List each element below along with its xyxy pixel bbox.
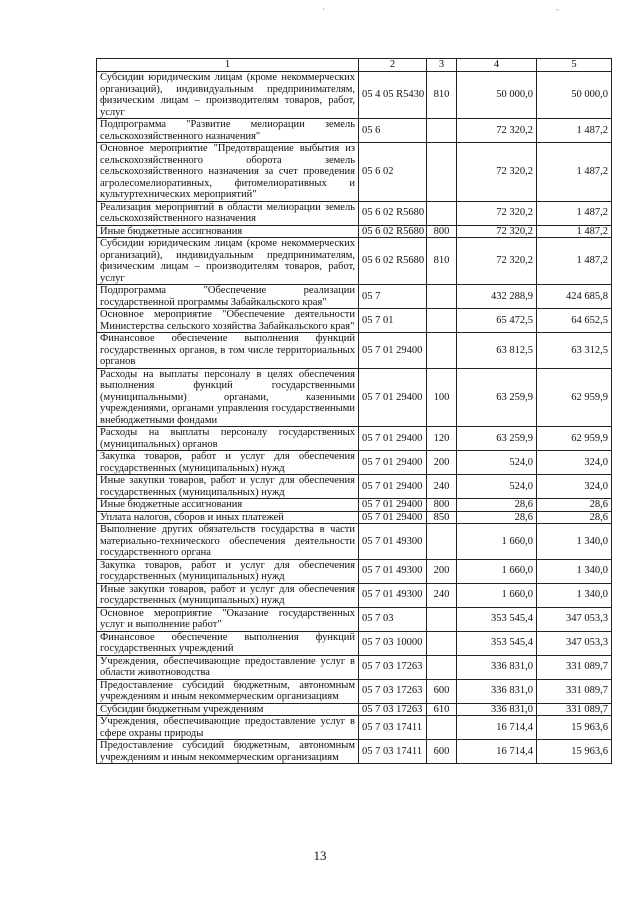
row-value-2024-cell: 424 685,8 (537, 285, 612, 309)
row-value-2023-cell: 63 259,9 (457, 368, 537, 427)
row-type-cell: 240 (427, 583, 457, 607)
row-value-2023-cell: 524,0 (457, 475, 537, 499)
table-header-row (97, 59, 612, 72)
row-value-2023-cell: 50 000,0 (457, 72, 537, 119)
row-value-2024-cell: 28,6 (537, 511, 612, 524)
row-value-2024-cell: 28,6 (537, 499, 612, 512)
row-name-cell: Расходы на выплаты персоналу в целях обеспечения выполнения функций государственными (муниципальными) органами, казенными учреждениями, органами управления государственными внебюджетными фондами (97, 368, 359, 427)
row-code-cell: 05 7 03 17263 (359, 703, 427, 716)
row-code-cell: 05 6 02 R5680 (359, 225, 427, 238)
row-value-2023-cell: 16 714,4 (457, 716, 537, 740)
table-row (97, 499, 612, 512)
row-type-cell (427, 119, 457, 143)
row-name-cell: Учреждения, обеспечивающие предоставление услуг в сфере охраны природы (97, 716, 359, 740)
row-code-cell: 05 7 03 17411 (359, 716, 427, 740)
table-row (97, 559, 612, 583)
scan-mark: · (322, 4, 325, 14)
row-value-2024-cell: 331 089,7 (537, 703, 612, 716)
row-code-cell: 05 7 01 29400 (359, 368, 427, 427)
row-value-2023-cell: 72 320,2 (457, 238, 537, 285)
row-name-cell: Субсидии юридическим лицам (кроме некоммерческих организаций), индивидуальным предпринимателям, физическим лицам – производителям товаров, работ, услуг (97, 72, 359, 119)
row-name-cell: Финансовое обеспечение выполнения функций государственных учреждений (97, 631, 359, 655)
row-value-2023-cell: 72 320,2 (457, 201, 537, 225)
row-value-2024-cell: 62 959,9 (537, 368, 612, 427)
row-value-2023-cell: 16 714,4 (457, 740, 537, 764)
row-name-cell: Предоставление субсидий бюджетным, автономным учреждениям и иным некоммерческим организациям (97, 679, 359, 703)
row-value-2023-cell: 65 472,5 (457, 309, 537, 333)
column-header: 1 (97, 59, 359, 72)
row-value-2023-cell: 353 545,4 (457, 607, 537, 631)
row-code-cell: 05 4 05 R5430 (359, 72, 427, 119)
row-name-cell: Основное мероприятие "Обеспечение деятельности Министерства сельского хозяйства Забайкальского края" (97, 309, 359, 333)
row-type-cell (427, 607, 457, 631)
table-row (97, 72, 612, 119)
row-type-cell: 240 (427, 475, 457, 499)
row-code-cell: 05 6 (359, 119, 427, 143)
row-code-cell: 05 7 01 49300 (359, 524, 427, 560)
row-value-2024-cell: 1 487,2 (537, 143, 612, 202)
row-code-cell: 05 7 03 17263 (359, 679, 427, 703)
row-type-cell (427, 524, 457, 560)
row-type-cell: 600 (427, 679, 457, 703)
column-header: 4 (457, 59, 537, 72)
row-value-2024-cell: 324,0 (537, 475, 612, 499)
row-name-cell: Учреждения, обеспечивающие предоставление услуг в области животноводства (97, 655, 359, 679)
row-code-cell: 05 7 03 (359, 607, 427, 631)
row-name-cell: Подпрограмма "Обеспечение реализации государственной программы Забайкальского края" (97, 285, 359, 309)
row-code-cell: 05 7 01 29400 (359, 427, 427, 451)
row-value-2023-cell: 336 831,0 (457, 655, 537, 679)
row-name-cell: Финансовое обеспечение выполнения функций государственных органов, в том числе территориальных органов (97, 333, 359, 369)
row-type-cell: 810 (427, 72, 457, 119)
row-value-2023-cell: 72 320,2 (457, 225, 537, 238)
row-type-cell: 800 (427, 225, 457, 238)
budget-table (96, 58, 612, 764)
row-type-cell (427, 631, 457, 655)
table-row (97, 607, 612, 631)
table-row (97, 475, 612, 499)
row-value-2023-cell: 28,6 (457, 499, 537, 512)
row-name-cell: Иные закупки товаров, работ и услуг для обеспечения государственных (муниципальных) нужд (97, 475, 359, 499)
table-row (97, 679, 612, 703)
row-type-cell: 200 (427, 559, 457, 583)
row-name-cell: Основное мероприятие "Предотвращение выбытия из сельскохозяйственного оборота земель сельскохозяйственного назначения за счет проведения агролесомелиоративных, фитомелиоративных и культуртехнических мероприятий" (97, 143, 359, 202)
table-row (97, 285, 612, 309)
row-code-cell: 05 6 02 R5680 (359, 201, 427, 225)
row-type-cell (427, 201, 457, 225)
table-row (97, 119, 612, 143)
row-value-2023-cell: 1 660,0 (457, 559, 537, 583)
table-row (97, 333, 612, 369)
row-code-cell: 05 6 02 R5680 (359, 238, 427, 285)
row-value-2024-cell: 1 487,2 (537, 238, 612, 285)
row-code-cell: 05 7 01 49300 (359, 559, 427, 583)
row-value-2024-cell: 347 053,3 (537, 631, 612, 655)
table-row (97, 655, 612, 679)
table-row (97, 451, 612, 475)
table-row (97, 703, 612, 716)
table-row (97, 368, 612, 427)
row-type-cell (427, 333, 457, 369)
row-type-cell: 600 (427, 740, 457, 764)
row-type-cell (427, 143, 457, 202)
row-value-2024-cell: 347 053,3 (537, 607, 612, 631)
row-value-2024-cell: 331 089,7 (537, 655, 612, 679)
row-code-cell: 05 7 03 10000 (359, 631, 427, 655)
row-value-2023-cell: 432 288,9 (457, 285, 537, 309)
table-row (97, 716, 612, 740)
row-name-cell: Субсидии бюджетным учреждениям (97, 703, 359, 716)
row-name-cell: Выполнение других обязательств государства в части материально-технического обеспечения деятельности государственного органа (97, 524, 359, 560)
row-name-cell: Иные бюджетные ассигнования (97, 225, 359, 238)
row-value-2024-cell: 331 089,7 (537, 679, 612, 703)
table-row (97, 427, 612, 451)
row-code-cell: 05 7 01 (359, 309, 427, 333)
row-code-cell: 05 7 01 29400 (359, 475, 427, 499)
column-header: 5 (537, 59, 612, 72)
row-type-cell: 610 (427, 703, 457, 716)
row-value-2023-cell: 524,0 (457, 451, 537, 475)
table-row (97, 225, 612, 238)
row-type-cell: 810 (427, 238, 457, 285)
row-value-2024-cell: 1 487,2 (537, 201, 612, 225)
row-type-cell (427, 655, 457, 679)
row-code-cell: 05 7 01 29400 (359, 451, 427, 475)
row-value-2024-cell: 15 963,6 (537, 740, 612, 764)
row-code-cell: 05 6 02 (359, 143, 427, 202)
row-value-2023-cell: 336 831,0 (457, 703, 537, 716)
row-code-cell: 05 7 (359, 285, 427, 309)
table-row (97, 631, 612, 655)
page-number: 13 (313, 848, 327, 863)
scan-mark: - (556, 4, 559, 14)
row-code-cell: 05 7 01 49300 (359, 583, 427, 607)
row-name-cell: Предоставление субсидий бюджетным, автономным учреждениям и иным некоммерческим организациям (97, 740, 359, 764)
row-value-2023-cell: 72 320,2 (457, 143, 537, 202)
row-value-2024-cell: 62 959,9 (537, 427, 612, 451)
row-value-2023-cell: 63 259,9 (457, 427, 537, 451)
table-row (97, 309, 612, 333)
table-row (97, 511, 612, 524)
table-row (97, 740, 612, 764)
row-code-cell: 05 7 01 29400 (359, 333, 427, 369)
row-type-cell: 850 (427, 511, 457, 524)
row-value-2024-cell: 1 487,2 (537, 119, 612, 143)
table-row (97, 238, 612, 285)
row-value-2023-cell: 1 660,0 (457, 524, 537, 560)
row-name-cell: Реализация мероприятий в области мелиорации земель сельскохозяйственного назначения (97, 201, 359, 225)
table-row (97, 524, 612, 560)
row-value-2024-cell: 324,0 (537, 451, 612, 475)
row-code-cell: 05 7 03 17263 (359, 655, 427, 679)
row-value-2024-cell: 15 963,6 (537, 716, 612, 740)
row-value-2023-cell: 28,6 (457, 511, 537, 524)
table-row (97, 201, 612, 225)
row-name-cell: Иные закупки товаров, работ и услуг для обеспечения государственных (муниципальных) нужд (97, 583, 359, 607)
row-name-cell: Уплата налогов, сборов и иных платежей (97, 511, 359, 524)
row-type-cell: 800 (427, 499, 457, 512)
row-value-2023-cell: 63 812,5 (457, 333, 537, 369)
row-value-2023-cell: 72 320,2 (457, 119, 537, 143)
row-value-2024-cell: 50 000,0 (537, 72, 612, 119)
row-value-2024-cell: 1 340,0 (537, 524, 612, 560)
row-name-cell: Подпрограмма "Развитие мелиорации земель сельскохозяйственного назначения" (97, 119, 359, 143)
row-value-2023-cell: 1 660,0 (457, 583, 537, 607)
row-name-cell: Субсидии юридическим лицам (кроме некоммерческих организаций), индивидуальным предпринимателям, физическим лицам – производителям товаров, работ, услуг (97, 238, 359, 285)
row-value-2024-cell: 1 340,0 (537, 583, 612, 607)
row-type-cell: 200 (427, 451, 457, 475)
row-type-cell (427, 716, 457, 740)
table-row (97, 143, 612, 202)
row-name-cell: Основное мероприятие "Оказание государственных услуг и выполнение работ" (97, 607, 359, 631)
column-header: 3 (427, 59, 457, 72)
row-value-2024-cell: 1 340,0 (537, 559, 612, 583)
row-value-2024-cell: 1 487,2 (537, 225, 612, 238)
row-code-cell: 05 7 03 17411 (359, 740, 427, 764)
row-type-cell (427, 309, 457, 333)
row-type-cell: 120 (427, 427, 457, 451)
column-header: 2 (359, 59, 427, 72)
row-name-cell: Закупка товаров, работ и услуг для обеспечения государственных (муниципальных) нужд (97, 559, 359, 583)
row-code-cell: 05 7 01 29400 (359, 511, 427, 524)
table-row (97, 583, 612, 607)
row-name-cell: Иные бюджетные ассигнования (97, 499, 359, 512)
row-type-cell (427, 285, 457, 309)
row-value-2024-cell: 63 312,5 (537, 333, 612, 369)
row-name-cell: Закупка товаров, работ и услуг для обеспечения государственных (муниципальных) нужд (97, 451, 359, 475)
row-code-cell: 05 7 01 29400 (359, 499, 427, 512)
row-name-cell: Расходы на выплаты персоналу государственных (муниципальных) органов (97, 427, 359, 451)
row-value-2023-cell: 336 831,0 (457, 679, 537, 703)
row-value-2024-cell: 64 652,5 (537, 309, 612, 333)
row-type-cell: 100 (427, 368, 457, 427)
row-value-2023-cell: 353 545,4 (457, 631, 537, 655)
